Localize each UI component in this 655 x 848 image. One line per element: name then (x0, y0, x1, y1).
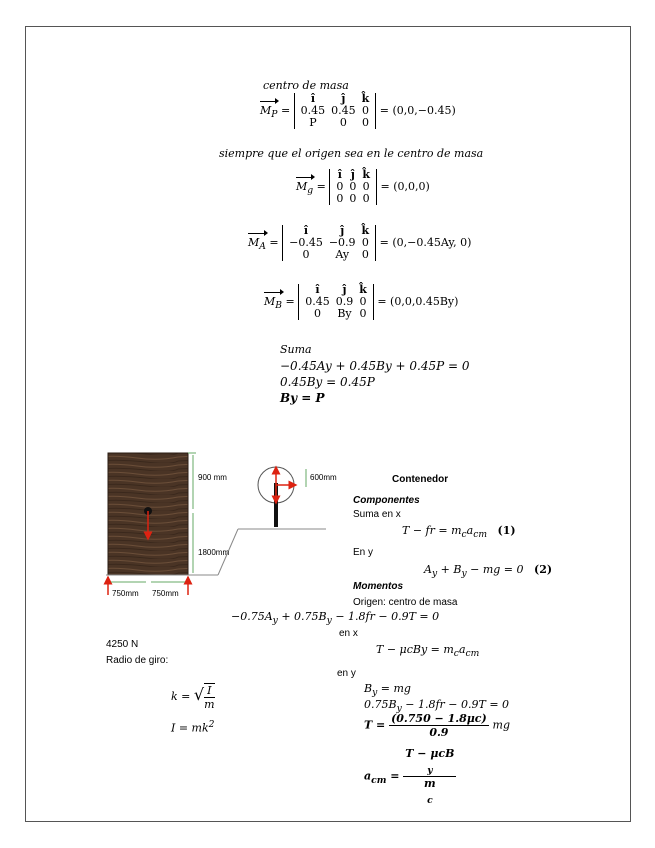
determinant-cell: 0.45 (331, 104, 356, 117)
determinant-cell: By (337, 307, 352, 320)
componentes-label: Componentes (353, 495, 420, 506)
i-equation: $I = mk^2$ (171, 719, 215, 735)
mb-symbol: M (264, 295, 276, 308)
mg-determinant (329, 169, 377, 205)
ma-sub: A (259, 241, 266, 253)
mb-determinant (298, 284, 374, 320)
determinant-cell: 0 (336, 180, 344, 193)
determinant-cell: 0 (336, 192, 344, 205)
suma-label: Suma (280, 343, 312, 356)
en-y-label-2: en y (337, 668, 356, 679)
centro-masa-label: centro de masa (263, 79, 349, 92)
t-equation: T = $\frac{(0.750 - 1.8\mu c)}{0.9}$ mg (364, 712, 511, 739)
radio-giro-label: Radio de giro: (106, 655, 169, 666)
origen-label: Origen: centro de masa (353, 597, 458, 608)
acm-equation: $a_{cm}$ = T − μcB $_y$ m $_c$ (364, 747, 455, 807)
determinant-cell: 0 (339, 116, 347, 129)
force-label: 4250 N (106, 639, 139, 650)
determinant-cell: ĵ (340, 224, 345, 237)
mg-result: = (0,0,0) (380, 180, 430, 193)
mp-symbol: M (260, 104, 272, 117)
moment-p-equation: $M_P$ = î ĵ k̂ 0.45 0.45 0 P 0 0 = (0,0,−0.45) (260, 92, 456, 129)
suma-line-1: −0.45Ay + 0.45By + 0.45P = 0 (280, 359, 470, 373)
determinant-cell: î (337, 168, 342, 181)
suma-line-3: By = P (280, 391, 325, 405)
determinant-cell: k̂ (362, 168, 370, 181)
determinant-cell: 0.9 (335, 295, 354, 308)
determinant-cell: î (310, 92, 315, 105)
determinant-row (286, 237, 372, 249)
mg-symbol: M (296, 180, 308, 193)
determinant-cell: î (315, 283, 320, 296)
momentos-label: Momentos (353, 581, 403, 592)
determinant-cell: 0.45 (305, 295, 330, 308)
determinant-cell: ĵ (342, 283, 347, 296)
moment-g-equation: $M_g$ = î ĵ k̂ 0 0 0 0 0 0 = (0,0,0) (296, 168, 430, 205)
moment-equation-2: $0.75B_y - 1.8fr - 0.9T = 0$ (364, 698, 510, 715)
ma-determinant (282, 225, 376, 261)
suma-x-label: Suma en x (353, 509, 401, 520)
determinant-row (302, 308, 370, 320)
determinant-cell: 0 (361, 236, 369, 249)
by-equation: $B_y$ = mg (364, 682, 411, 699)
dim-600: 600mm (310, 473, 337, 482)
determinant-cell: 0 (359, 295, 367, 308)
mb-result: = (0,0,0.45By) (377, 295, 459, 308)
determinant-cell: 0 (313, 307, 321, 320)
document-page (25, 26, 631, 822)
dim-750-a: 750mm (112, 589, 139, 598)
ma-result: = (0,−0.45Ay, 0) (379, 236, 472, 249)
moment-equation: $-0.75A_y + 0.75B_y - 1.8fr - 0.9T = 0$ (231, 610, 440, 627)
enx-equation: $T - \mu cBy = m_ca_{cm}$ (376, 643, 480, 660)
container-diagram (96, 447, 376, 607)
determinant-cell: ĵ (350, 168, 355, 181)
determinant-cell: Ay (335, 248, 350, 261)
dim-750-b: 750mm (152, 589, 179, 598)
determinant-cell: 0 (349, 192, 357, 205)
mb-sub: B (275, 300, 282, 312)
mg-sub: g (307, 185, 314, 197)
determinant-cell: 0 (302, 248, 310, 261)
k-equation: k = √ $\frac{I}{m}$ (171, 684, 215, 711)
determinant-cell: 0 (361, 116, 369, 129)
en-x-label: en x (339, 628, 358, 639)
determinant-cell: P (309, 116, 317, 129)
mp-determinant (294, 93, 377, 129)
determinant-cell: ĵ (341, 92, 346, 105)
dim-900: 900 mm (198, 473, 227, 482)
ma-symbol: M (248, 236, 260, 249)
determinant-cell: 0.45 (300, 104, 326, 117)
eq1: T − fr = $m_ca_{cm}$ (1) (402, 524, 516, 541)
mp-result: = (0,0,−0.45) (379, 104, 456, 117)
determinant-cell: 0 (349, 180, 357, 193)
determinant-cell: 0 (361, 104, 369, 117)
determinant-cell: 0 (361, 248, 369, 261)
determinant-row (286, 249, 372, 261)
siempre-text: siempre que el origen sea en le centro de masa (219, 147, 484, 160)
suma-line-2: 0.45By = 0.45P (280, 375, 375, 389)
determinant-cell: k̂ (359, 283, 367, 296)
determinant-cell: 0 (362, 180, 370, 193)
determinant-row (333, 193, 373, 205)
determinant-cell: −0.9 (328, 236, 356, 249)
moment-a-equation: $M_A$ = î ĵ k̂ −0.45 −0.9 0 0 Ay 0 = (0,−0.45Ay, 0) (248, 224, 472, 261)
determinant-row (298, 117, 373, 129)
determinant-cell: î (303, 224, 309, 237)
determinant-cell: k̂ (361, 92, 370, 105)
contenedor-title: Contenedor (392, 474, 449, 485)
determinant-cell: k̂ (361, 224, 370, 237)
moment-b-equation: $M_B$ = î ĵ k̂ 0.45 0.9 0 0 By 0 = (0,0,0.45By) (264, 283, 459, 320)
dim-1800: 1800mm (198, 548, 230, 557)
determinant-cell: 0 (362, 192, 370, 205)
en-y-label: En y (353, 547, 374, 558)
determinant-cell: 0 (359, 307, 367, 320)
eq2: $A_y + B_y$ − mg = 0 (2) (424, 563, 553, 580)
mp-sub: P (271, 109, 278, 121)
determinant-cell: −0.45 (289, 236, 323, 249)
